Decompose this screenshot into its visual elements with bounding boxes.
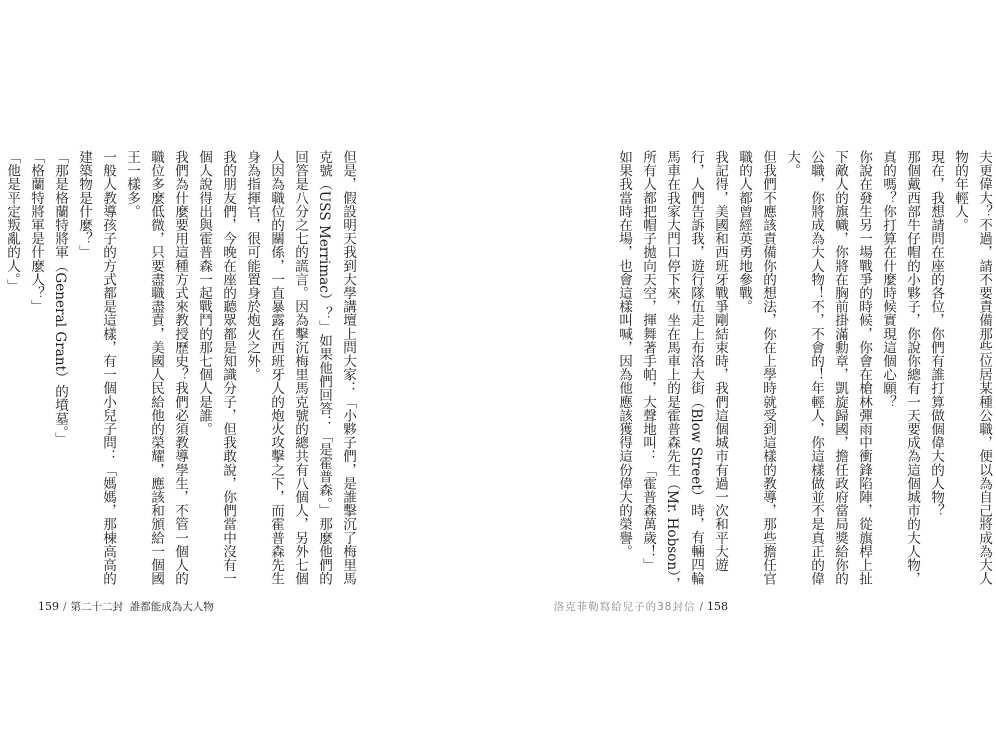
paragraph: 「那是格蘭特將軍（General Grant）的墳墓。」 (52, 150, 68, 446)
paragraph: 但是，假設明天我到大學講壇上問大家：「小夥子們，是誰擊沉了梅里馬克號（USS Merrimac）？」如果他們回答：「是霍普森。」那麼他們的回答是八分之七的謊言。因為擊沉梅里馬克號的總共有八個人，另外七個人因為職位的關係，一直暴露在西班牙人的炮火攻擊之下，而霍普森先生身為指揮官，很可能置身於炮火之外。 (244, 150, 356, 586)
right-page-body (616, 150, 996, 598)
right-page-footer (554, 600, 728, 614)
footer-separator: / (699, 601, 703, 613)
paragraph: 你說在發生另一場戰爭的時候，你會在槍林彈雨中衝鋒陷陣，從旗桿上扯下敵人的旗幟，你將在胸前掛滿勳章，凱旋歸國，擔任政府當局獎給你的公職，你將成為大人物！不，不會的！年輕人，你這樣做並不是真正的偉大。 (784, 150, 872, 586)
paragraph: 現在，我想請問在座的各位，你們有誰打算做個偉大的人物？ (928, 150, 944, 518)
paragraph: 如果我當時在場，也會這樣叫喊，因為他應該獲得這份偉大的榮譽。 (616, 150, 632, 558)
paragraph: 我們為什麼要用這種方式來教授歷史？我們必須教導學生，不管一個人的職位多麼低微，只要盡職盡責，美國人民給他的榮耀，應該和頒給一個國王一樣多。 (124, 150, 188, 586)
left-page-footer (38, 600, 214, 614)
paragraph: 但我們不應該責備你的想法，你在上學時就受到這樣的教導，那些擔任官職的人都曾經英勇地參戰。 (736, 150, 776, 586)
chapter-label: 第二十二封 (70, 601, 124, 613)
paragraph: 一般人教導孩子的方式都是這樣，有一個小兒子問：「媽媽，那棟高高的建築物是什麼？」 (76, 150, 116, 586)
right-page (375, 0, 992, 750)
left-page-body (4, 150, 360, 598)
paragraph: 「他是平定叛亂的人。」 (4, 150, 20, 293)
paragraph: 我記得，美國和西班牙戰爭剛結束時，我們這個城市有過一次和平大遊行，人們告訴我，遊行隊伍走上布洛大街（Blow Street）時，有輛四輪馬車在我家大門口停下來，坐在馬車上的是霍普森先生（Mr. Hobson），所有人都把帽子拋向天空，揮舞著手帕，大聲地叫：「霍普森萬歲！」 (640, 150, 728, 591)
paragraph: 我的朋友們，今晚在座的聽眾都是知識分子，但我敢說，你們當中沒有一個人說得出與霍普森一起戰鬥的那七個人是誰。 (196, 150, 236, 586)
footer-separator: / (63, 601, 67, 613)
left-page (0, 0, 375, 750)
chapter-title: 誰都能成為大人物 (129, 601, 214, 613)
paragraph: 「格蘭特將軍是什麼人？」 (28, 150, 44, 314)
book-title: 洛克菲勒寫給兒子的38封信 (553, 601, 696, 613)
page-number: 159 (38, 600, 59, 613)
page-number: 158 (707, 600, 728, 613)
paragraph: 那個戴西部牛仔帽的小夥子，你說你總有一天要成為這個城市的大人物，真的嗎？你打算在什麼時候實現這個心願？ (880, 150, 920, 586)
paragraph: 夫更偉大？不過，請不要責備那些位居某種公職，便以為自己將成為大人物的年輕人。 (952, 150, 992, 586)
